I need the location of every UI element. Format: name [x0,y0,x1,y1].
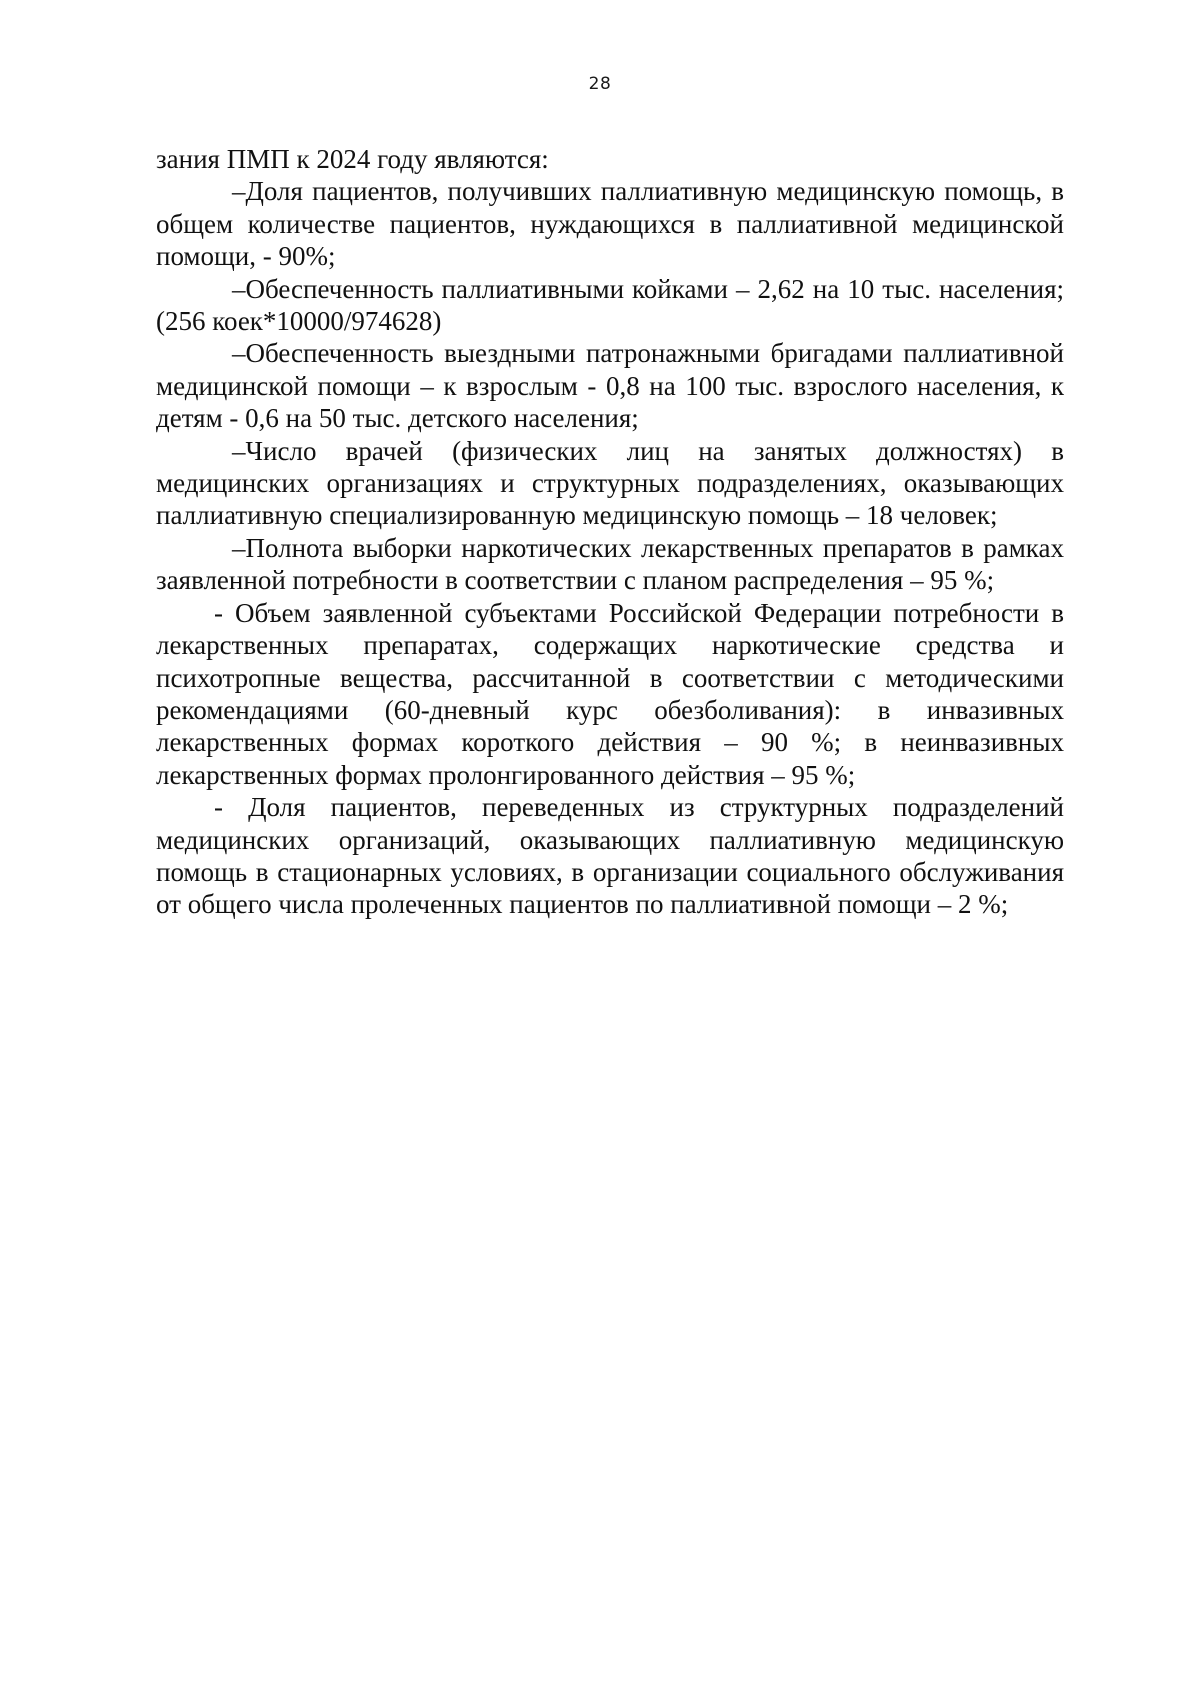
paragraph-doctors-count: –Число врачей (физических лиц на занятых должностях) в медицинских организациях и структурных подразделениях, оказывающих паллиативную специализированную медицинскую помощь – 18 человек; [156,435,1064,531]
page-number: 28 [588,74,612,94]
paragraph-declared-need-volume: - Объем заявленной субъектами Российской Федерации потребности в лекарственных препаратах, содержащих наркотические средства и психотропные вещества, рассчитанной в соответствии с методическими рекомендациями (60-дневный курс обезболивания): в инвазивных лекарственных формах короткого действия – 90 %; в неинвазивных лекарственных формах пролонгированного действия – 95 %; [156,597,1064,790]
document-body [156,143,1064,921]
paragraph-mobile-teams: –Обеспеченность выездными патронажными бригадами паллиативной медицинской помощи – к взрослым - 0,8 на 100 тыс. взрослого населения, к детям - 0,6 на 50 тыс. детского населения; [156,338,1064,434]
paragraph-intro: зания ПМП к 2024 году являются: [156,144,549,174]
paragraph-bed-provision: –Обеспеченность паллиативными койками – 2,62 на 10 тыс. населения;(256 коек*10000/974628) [156,273,1064,337]
paragraph-palliative-care-share: –Доля пациентов, получивших паллиативную медицинскую помощь, в общем количестве пациентов, нуждающихся в паллиативной медицинской помощи, - 90%; [156,176,1064,272]
paragraph-narcotic-drugs-selection: –Полнота выборки наркотических лекарственных препаратов в рамках заявленной потребности в соответствии с планом распределения – 95 %; [156,532,1064,596]
paragraph-transferred-patients-share: - Доля пациентов, переведенных из структурных подразделений медицинских организаций, оказывающих паллиативную медицинскую помощь в стационарных условиях, в организации социального обслуживания от общего числа пролеченных пациентов по паллиативной помощи – 2 %; [156,792,1064,920]
